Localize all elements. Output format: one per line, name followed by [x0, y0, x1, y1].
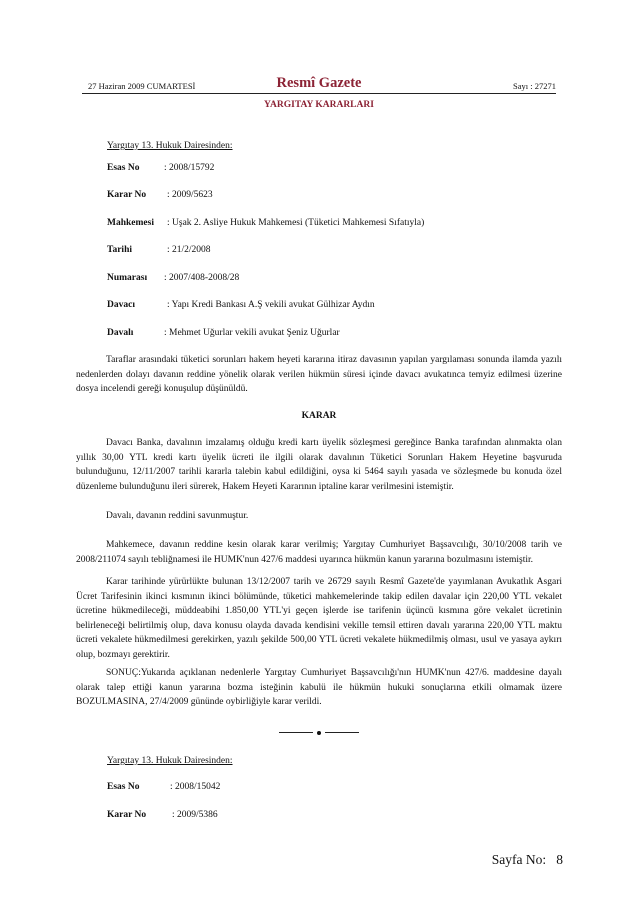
court-chamber-2: Yargıtay 13. Hukuk Dairesinden:	[107, 756, 233, 766]
body-paragraph-3: Mahkemece, davanın reddine kesin olarak karar verilmiş; Yargıtay Cumhuriyet Başsavcılığı, 30/10/2008 tarih ve 2008/211074 sayılı tebliğnamesi ile HUMK'nun 427/6 maddesi uyarınca hükmün kanun yararına bozulmasını istemiştir.	[76, 540, 562, 565]
karar-heading: KARAR	[301, 411, 337, 421]
field-label-numarasi: Numarası	[107, 273, 148, 283]
case-separator	[0, 727, 638, 738]
intro-paragraph: Taraflar arasındaki tüketici sorunları hakem heyeti kararına itiraz davasının yapılan yargılaması sonunda ilamda yazılı nedenlerden dolayı davanın reddine yönelik olarak verilen hükmün süresi içinde davacı avukatınca temyiz edilmesi üzerine dosya incelendi gereği konuşulup düşünüldü.	[76, 355, 562, 395]
page-number: Sayfa No: 8	[491, 852, 563, 867]
section-title: YARGITAY KARARLARI	[264, 100, 374, 110]
field-label-davaci: Davacı	[107, 300, 135, 310]
field-label-mahkemesi: Mahkemesi	[107, 218, 154, 228]
field-value-karar-2: : 2009/5386	[172, 810, 218, 820]
separator-dot-icon	[317, 731, 321, 735]
issue-number: Sayı : 27271	[513, 81, 556, 91]
body-paragraph-4: Karar tarihinde yürürlükte bulunan 13/12/2007 tarih ve 26729 sayılı Resmî Gazete'de yayımlanan Avukatlık Asgari Ücret Tarifesinin ikinci kısmının ikinci bölümünde, tüketici mahkemelerinde takip edilen davalar için 220,00 YTL vekalet ücretine hükmedileceği, müddeabihi 1.850,00 YTL'yi geçen işlerde ise tarifenin üçüncü kısmına göre vekalet ücretinin belirleneceği belirtilmiş olup, dava konusu olayda davada kendisini vekille temsil ettiren davalı yararına 220,00 YTL maktu ücreti vekalete hükmedilmesi gerekirken, yazılı şekilde 500,00 YTL ücreti vekalete hükmedilmiş olması, usul ve yasaya aykırı olup, bozmayı gerektirir.	[76, 577, 562, 660]
field-label-karar: Karar No	[107, 190, 147, 200]
field-label-tarihi: Tarihi	[107, 245, 132, 255]
field-value-mahkemesi: : Uşak 2. Asliye Hukuk Mahkemesi (Tüketici Mahkemesi Sıfatıyla)	[167, 218, 425, 228]
field-label-esas: Esas No	[107, 163, 140, 173]
field-value-esas-2: : 2008/15042	[170, 782, 221, 792]
field-value-numarasi: : 2007/408-2008/28	[164, 273, 240, 283]
field-value-karar: : 2009/5623	[167, 190, 213, 200]
court-chamber: Yargıtay 13. Hukuk Dairesinden:	[107, 141, 233, 151]
body-paragraph-2: Davalı, davanın reddini savunmuştur.	[106, 511, 249, 521]
body-paragraph-1: Davacı Banka, davalının imzalamış olduğu kredi kartı üyelik sözleşmesi gereğince Banka tarafından alınmakta olan yıllık 30,00 YTL kredi kartı üyelik ücreti ile ilgili olarak davalının Tüketici Sorunları Hakem Heyetine başvuruda bulunduğunu, 12/11/2007 tarihli kararla talebin kabul edildiğini, oysa ki 5464 sayılı yasada ve sözleşmede bu konuda özel düzenleme bulunduğunu ileri sürerek, Hakem Heyeti Kararının iptaline karar verilmesini istemiştir.	[76, 438, 562, 492]
field-label-davali: Davalı	[107, 328, 134, 338]
gazette-title: Resmî Gazete	[276, 75, 362, 91]
field-label-karar-2: Karar No	[107, 810, 147, 820]
conclusion-paragraph: SONUÇ:Yukarıda açıklanan nedenlerle Yargıtay Cumhuriyet Başsavcılığı'nın HUMK'nun 427/6. maddesine dayalı olarak talep ettiği kanun yararına bozma isteğinin kabulü ile hükmün hukuki sonuçlarına etkili olmamak üzere BOZULMASINA, 27/4/2009 gününde oybirliğiyle karar verildi.	[76, 668, 562, 708]
header-divider	[82, 93, 556, 94]
field-label-esas-2: Esas No	[107, 782, 140, 792]
field-value-esas: : 2008/15792	[164, 163, 215, 173]
header-date: 27 Haziran 2009 CUMARTESİ	[88, 81, 196, 91]
field-value-davali: : Mehmet Uğurlar vekili avukat Şeniz Uğurlar	[164, 328, 340, 338]
field-value-davaci: : Yapı Kredi Bankası A.Ş vekili avukat Gülhizar Aydın	[167, 300, 375, 310]
field-value-tarihi: : 21/2/2008	[167, 245, 211, 255]
